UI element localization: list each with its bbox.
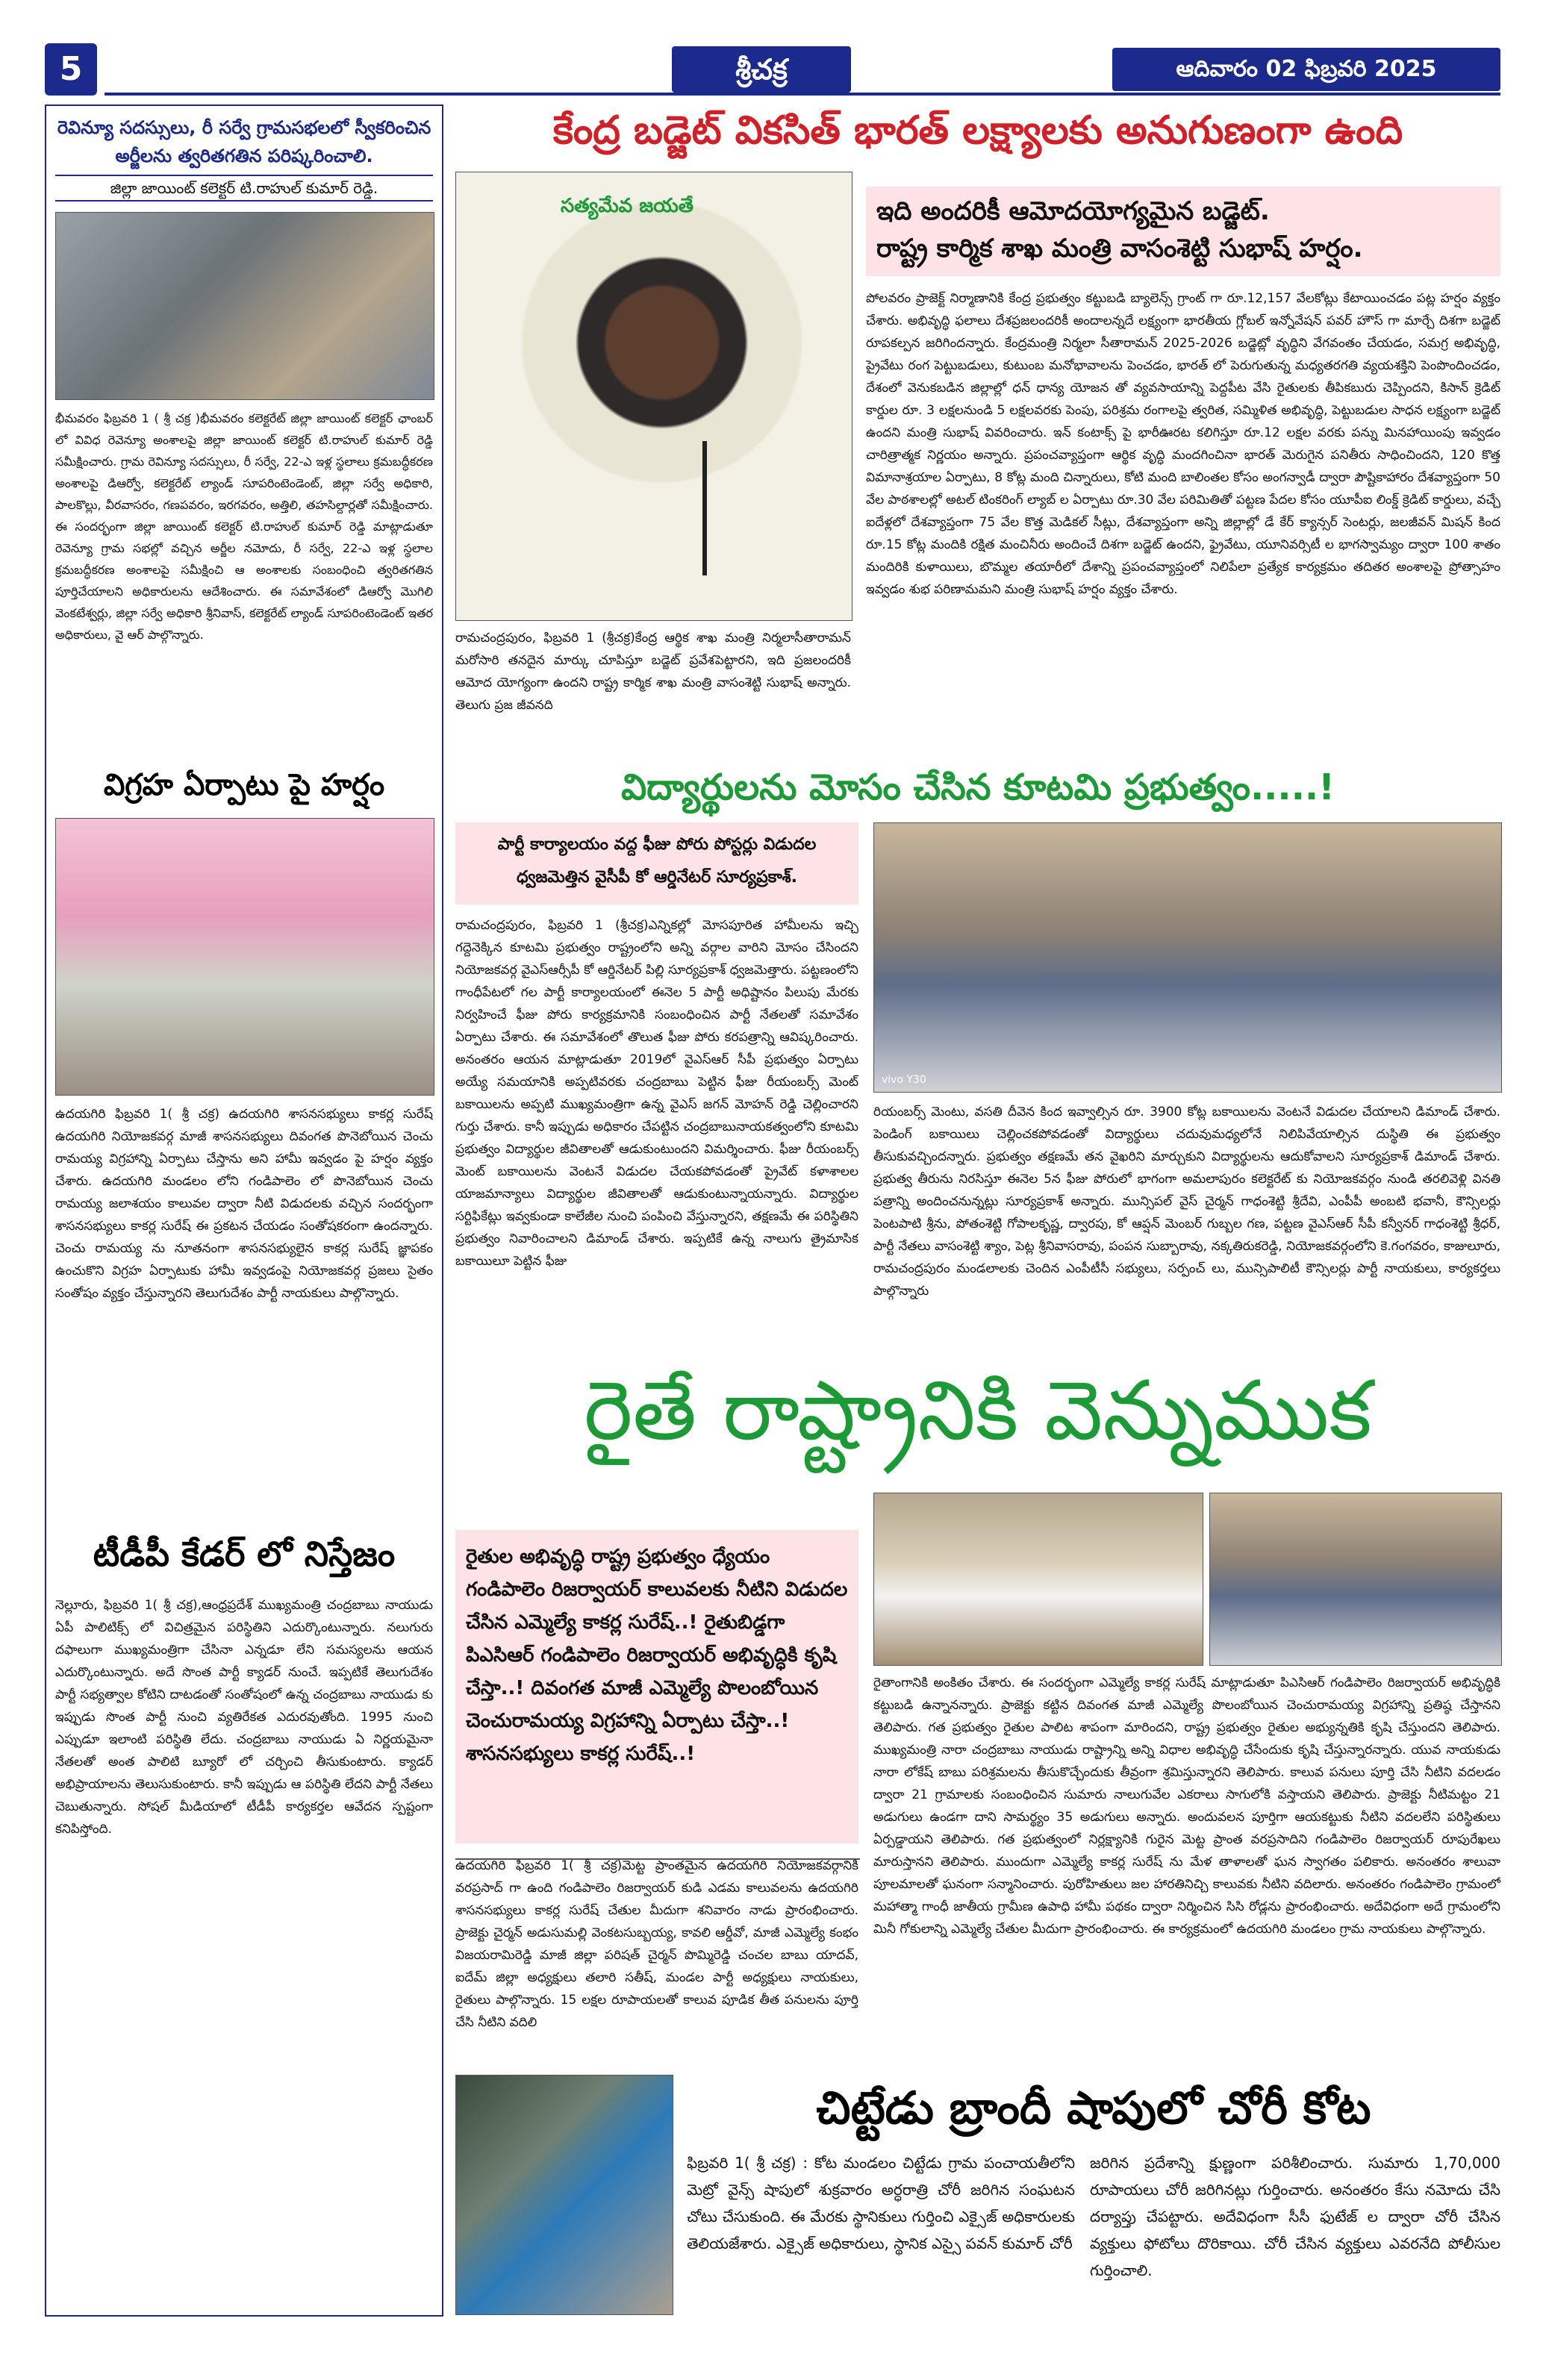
subhead-box <box>455 822 858 905</box>
article-body: భీమవరం ఫిబ్రవరి 1 ( శ్రీ చక్ర )భీమవరం కలెక్టరేట్ జిల్లా జాయింట్ కలెక్టర్ ఛాంబర్ లో వివిధ రెవెన్యూ అంశాలపై జిల్లా జాయింట్ కలెక్టర్ టి.రాహుల్ కుమార్ రెడ్డి సమీక్షించారు. గ్రామ రెవిన్యూ సదస్సులు, రీ సర్వే, 22-ఎ ఇళ్ల స్థలాలు క్రమబద్ధీకరణ అంశాలపై డిఆర్వో, కలెక్టరేట్ ల్యాండ్ సూపరింటెండెంట్, జిల్లా సర్వే అధికారి, పాలకొల్లు, వీరవాసరం, గణపవరం, ఇరగవరం, అత్తిలి, తహసిల్దార్లతో సమీక్షించారు. ఈ సందర్భంగా జిల్లా జాయింట్ కలెక్టర్ టి.రాహుల్ కుమార్ రెడ్డి మాట్లాడుతూ రెవెన్యూ గ్రామ సభల్లో వచ్చిన అర్జీల నమోదు, రీ సర్వే, 22-ఎ ఇళ్ల స్థలాల క్రమబద్ధీకరణ అంశాలపై సమీక్షించి ఆ అంశాలకు సంబంధించి త్వరితగతిన పూర్తిచేయాలని అధికారులను ఆదేశించారు. ఈ సమావేశంలో డిఆర్వో మొగిలి వెంకటేశ్వర్లు, జిల్లా సర్వే అధికారి శ్రీనివాస్, కలెక్టరేట్ ల్యాండ్ సూపరింటెండెంట్ ఇతర అధికారులు, వై ఆర్ పాల్గొన్నారు. <box>55 411 433 642</box>
article-body: రియంబర్స్ మెంటు, వసతి దీవెన కింద ఇవ్వాల్సిన రూ. 3900 కోట్ల బకాయిలను వెంటనే విడుదల చేయాలని డిమాండ్ చేశారు. పెండింగ్ బకాయిలు చెల్లించకపోవడంతో విద్యార్థులు చదువుమధ్యలోనే నిలిపివేయాల్సిన దుస్థితి ఈ ప్రభుత్వం తీసుకువచ్చిందన్నారు. ప్రభుత్వం తక్షణమే తన వైఖరిని మార్చుకుని విద్యార్థులను ఆదుకోవాలని సూర్యప్రకాశ్ డిమాండ్ చేశారు. ప్రభుత్వ తీరును నిరసిస్తూ ఈనెల 5న ఫీజు పోరులో భాగంగా అమలాపురం కలెక్టరేట్ కు నియోజకవర్గం నుండి తరలివెళ్లి వినతి పత్రాన్ని అందించనున్నట్లు సూర్యప్రకాశ్ అన్నారు. మున్సిపల్ వైస్ చైర్మన్ గాధంశెట్టి శ్రీదేవి, ఎంపీపీ అంబటి భవానీ, కౌన్సిలర్లు పెంటపాటి శ్రీను, పోతంశెట్టి గోపాలకృష్ణ, ద్వారపు, కో ఆప్షన్ మెంబర్ గుబ్బల గణ, పట్టణ వైఎస్ఆర్ సీపీ కన్వీనర్ గాధంశెట్టి శ్రీధర్, పార్టీ నేతలు వాసంశెట్టి శ్యాం, పెట్ల శ్రీనివాసరావు, పంపన సుబ్బారావు, నక్కతిరుకరెడ్డి, నియోజకవర్గంలోని కె.గంగవరం, కాజులూరు, రామచంద్రపురం మండలాలకు చెందిన ఎంపీటీసీ సభ్యులు, సర్పంచ్ లు, మున్సిపాలిటీ కౌన్సిలర్లు పార్టీ నాయకులు, కార్యకర్తలు పాల్గొన్నారు <box>873 1105 1500 1299</box>
article-budget <box>455 104 1500 754</box>
article-body: పోలవరం ప్రాజెక్ట్ నిర్మాణానికి కేంద్ర ప్రభుత్వం కట్టుబడి బ్యాలెన్స్ గ్రాంట్ గా రూ.12,157 వేలకోట్లు కేటాయించడం పట్ల హర్షం వ్యక్తం చేశారు. అభివృద్ధి ఫలాలు దేశప్రజలందరికీ అందాలన్నదే లక్ష్యంగా భారతీయ గ్లోబల్ ఇన్నోవేషన్ పవర్ హౌస్ గా మార్చే దిశగా బడ్జెట్ రూపకల్పన జరిగిందన్నారు. కేంద్రమంత్రి నిర్మలా సీతారామన్ 2025-2026 బడ్జెట్లో వృద్ధిని వేగవంతం చేయడం, సమగ్ర అభివృద్ధి, ప్రైవేటు రంగ పెట్టుబడులు, కుటుంబ మనోభావాలను పెంచడం, భారత్ లో పెరుగుతున్న మధ్యతరగతి వ్యయశక్తిని పెంపొందించడం, దేశంలో వెనుకబడిన జిల్లాల్లో ధన్ ధాన్య యోజన తో వ్యవసాయాన్ని పెద్దపీట వేసి రైతులకు తీపికబురు చెప్పిందని, కిసాన్ క్రెడిట్ కార్డుల రూ. 3 లక్షలనుండి 5 లక్షలవరకు పెంపు, పరిశ్రమ రంగాలపై త్వరిత, సమ్మిళిత అభివృద్ధి, పెట్టుబడుల సాధన లక్ష్యంగా బడ్జెట్ ఉందని మంత్రి సుభాష్ వివరించారు. ఇన్ కంటాక్స్ పై భారీఊరట కలిగిస్తూ రూ.12 లక్షల వరకు పన్ను మినహాయింపు ఇవ్వడం చారిత్రాత్మక నిర్ణయం అన్నారు. ప్రపంచవ్యాప్తంగా ఆర్థిక వృద్ధి మందగించినా భారత్ మెరుగైన పనితీరు సాధించిందని, 120 కొత్త విమానాశ్రయాల ఏర్పాటు, 8 కోట్ల మంది చిన్నారులు, కోటి మంది బాలింతల కోసం అంగన్వాడీ ద్వారా పౌష్టికాహారం దేశవ్యాప్తంగా 50 వేల పాఠశాలల్లో అటల్ టింకరింగ్ ల్యాబ్ ల ఏర్పాటు రూ.30 వేల పరిమితితో పట్టణ పేదల కోసం యూపీఐ లింక్డ్ క్రెడిట్ కార్డులు, వచ్చే ఐదేళ్లలో దేశవ్యాప్తంగా 75 వేల కొత్త మెడికల్ సీట్లు, దేశవ్యాప్తంగా అన్ని జిల్లాల్లో డే కేర్ క్యాన్సర్ సెంటర్లు, జలజీవన్ మిషన్ కింద రూ.15 కోట్ల మందికి రక్షిత మంచినీరు అందించే దిశగా బడ్జెట్ ఉందని, ఫ్రైవేటు, యూనివర్సిటీ ల భాగస్వామ్యం ద్వారా 100 శాతం మందిరికి కుళాయిలు, బొమ్మల తయారీలో దేశాన్ని ప్రపంచవ్యాప్తంలో నిలిపేలా ప్రత్యేక కార్యక్రమం తదితర అంశాలపై ప్రోత్సాహం ఇవ్వడం శుభ పరిణామమని మంత్రి సుభాష్ హర్షం వ్యక్తం చేశారు. <box>866 291 1500 597</box>
article-students <box>455 761 1500 1343</box>
article-tdp <box>55 1524 433 2281</box>
photo-stamp: vivo Y30 <box>882 1074 926 1086</box>
article-idol <box>55 763 433 1536</box>
microphone-icon <box>702 441 707 575</box>
article-headline: విగ్రహ ఏర్పాటు పై హర్షం <box>103 768 385 802</box>
article-headline: విద్యార్థులను మోసం చేసిన కూటమి ప్రభుత్వం.....! <box>620 766 1335 808</box>
page-number: 5 <box>45 43 97 96</box>
article-body: ఉదయగిరి ఫిబ్రవరి 1( శ్రీ చక్ర)మెట్ట ప్రాంతమైన ఉదయగిరి నియోజకవర్గానికి వరప్రసాద్ గా ఉంది గండిపాలెం రిజర్వాయర్ కుడి ఎడమ కాలువలను ఉదయగిరి శాసనసభ్యులు కాకర్ల సురేష్ చేతుల మీదుగా శనివారం నాడు ప్రారంభించారు. ప్రాజెక్టు చైర్మన్ అడుసుమల్లి వెంకటసుబ్బయ్య, కావలి ఆర్డీవో, మాజీ ఎమ్మెల్యే కంభం విజయరామిరెడ్డి మాజీ జిల్లా పరిషత్ చైర్మన్ పొమ్మిరెడ్డి చంచల బాబు యాదవ్, ఐదేమ్ జిల్లా అధ్యక్షులు తలారి సతీష్, మండల పార్టీ అధ్యక్షులు నాయకులు, రైతులు పాల్గొన్నారు. 15 లక్షల రూపాయలతో కాలువ పూడిక తీత పనులను పూర్తి చేసి నీటిని వదిలి <box>455 1858 858 2030</box>
event-photo <box>55 818 434 1096</box>
highlight-box <box>455 1530 858 1843</box>
article-body: నెల్లూరు, ఫిబ్రవరి 1( శ్రీ చక్ర),ఆంధ్రప్రదేశ్ ముఖ్యమంత్రి చంద్రబాబు నాయుడు ఏపీ పాలిటిక్స్ లో విచిత్రమైన పరిస్థితిని ఎదుర్కొంటున్నారు. నలుగురు దఫాలుగా ముఖ్యమంత్రిగా చేసినా ఎన్నడూ లేని సమస్యలను ఆయన ఎదుర్కొంటున్నారు. అదే సొంత పార్టీ క్యాడర్ నుంచే. ఇప్పటికే తెలుగుదేశం పార్టీ సభ్యత్వాల కోటిని దాటడంతో సంతోషంలో ఉన్న చంద్రబాబు నాయుడు కు ఇప్పుడు సొంత పార్టీ నుంచి వ్యతిరేకత ఎదురవుతోంది. 1995 నుంచి ఎప్పుడూ ఇలాంటి పరిస్థితి లేదు. చంద్రబాబు నాయుడు ఏ నిర్ణయమైనా నేతలతో అంత పాలిటి బ్యూరో లో చర్చించి తీసుకుంటారు. క్యాడర్ అభిప్రాయాలను తెలుసుకుంటారు. కానీ ఇప్పుడు ఆ పరిస్థితి లేదని పార్టీ నేతలు చెబుతున్నారు. సోషల్ మీడియాలో టీడీపీ కార్యకర్తల ఆవేదన స్పష్టంగా కనిపిస్తోంది. <box>55 1598 433 1837</box>
article-farmer <box>455 1351 1500 2067</box>
article-headline: రైతే రాష్ట్రానికి వెన్నుముక <box>584 1363 1372 1458</box>
article-body: ఫిబ్రవరి 1( శ్రీ చక్ర) : కోట మండలం చిట్టేడు గ్రామ పంచాయతీలోని మెట్రో వైన్స్ షాపులో శుక్రవారం అర్ధరాత్రి చోరీ జరిగిన సంఘటన చోటు చేసుకుంది. ఈ మేరకు స్థానికులు గుర్తించి ఎక్సైజ్ అధికారులకు తెలియజేశారు. ఎక్సైజ్ అధికారులు, స్థానిక ఎస్సై పవన్ కుమార్ చోరీ <box>687 2154 1075 2252</box>
quote-box <box>866 187 1500 276</box>
article-body: ఉదయగిరి ఫిబ్రవరి 1( శ్రీ చక్ర) ఉదయగిరి శాసనసభ్యులు కాకర్ల సురేష్ ఉదయగిరి నియోజకవర్గ మాజీ శాసనసభ్యులు దివంగత పొనెబోయిన చెంచు రామయ్య విగ్రహాన్ని ఏర్పాటు చేస్తాను అని హామీ ఇవ్వడం పై హర్షం వ్యక్తం చేశారు. ఉదయగిరి మండలం లోని గండిపాలెం లో పొనెబోయిన చెంచు రామయ్య జలాశయం కాలువల ద్వారా నీటి విడుదలకు వచ్చిన సందర్భంగా శాసనసభ్యులు కాకర్ల సురేష్ ఈ ప్రకటన చేయడం సంతోషకరంగా ఉందన్నారు. చెంచు రామయ్య ను నూతనంగా శాసనసభ్యులైన కాకర్ల సురేష్ జ్ఞాపకం ఉంచుకొని విగ్రహ ఏర్పాటుకు హామీ ఇవ్వడంపై నియోజకవర్గ ప్రజలు సైతం సంతోషం వ్యక్తం చేస్తున్నారని తెలుగుదేశం పార్టీ నాయకులు పాల్గొన్నారు. <box>55 1107 433 1301</box>
article-theft <box>455 2075 1500 2321</box>
masthead-logo: శ్రీచక్ర <box>672 46 851 93</box>
header-rule <box>105 93 1500 96</box>
article-headline: కేంద్ర బడ్జెట్ వికసిత్ భారత్ లక్ష్యాలకు అనుగుణంగా ఉంది <box>552 108 1403 153</box>
article-body: జరిగిన ప్రదేశాన్ని క్షుణ్ణంగా పరిశీలించారు. సుమారు 1,70,000 రూపాయలు చోరీ జరిగినట్లు గుర్తించారు. అనంతరం కేసు నమోదు చేసి దర్యాప్తు చేపట్టారు. అదేవిధంగా సీసీ ఫుటేజ్ ల ద్వారా చోరీ చేసిన వ్యక్తులు ఫోటోలు దొరికాయి. చోరీ చేసిన వ్యక్తులు ఎవరనేది పోలీసుల గుర్తించాలి. <box>1090 2154 1500 2279</box>
photo-caption: రామచంద్రపురం, ఫిబ్రవరి 1 (శ్రీచక్ర)కేంద్ర ఆర్థిక శాఖ మంత్రి నిర్మలాసీతారామన్ మరోసారి తనదైన మార్కు చూపిస్తూ బడ్జెట్ ప్రవేశపెట్టారని, ఇది ప్రజలందరికీ ఆమోద యోగ్యంగా ఉందని రాష్ట్ర కార్మిక శాఖ మంత్రి వాసంశెట్టి సుభాష్ అన్నారు. తెలుగు ప్రజ జీవనది <box>455 631 851 713</box>
poster-release-photo <box>873 822 1502 1093</box>
mla-photo-right <box>1209 1493 1502 1666</box>
article-body: రామచంద్రపురం, ఫిబ్రవరి 1 (శ్రీచక్ర)ఎన్నికల్లో మోసపూరిత హామీలను ఇచ్చి గద్దెనెక్కిన కూటమి ప్రభుత్వం రాష్ట్రంలోని అన్ని వర్గాల వారిని మోసం చేసిందని నియోజకవర్గ వైఎస్ఆర్సీపీ కో ఆర్డినేటర్ పిల్లి సూర్యప్రకాశ్ ధ్వజమెత్తారు. పట్టణంలోని గాంధీపేటలో గల పార్టీ కార్యాలయంలో ఈనెల 5 పార్టీ అధిష్టానం పిలుపు మేరకు నిర్వహించే ఫీజు పోరు కార్యక్రమానికి సంబంధించిన పార్టీ నేతలతో సమావేశం ఏర్పాటు చేశారు. ఈ సమావేశంలో తొలుత ఫీజు పోరు కరపత్రాన్ని ఆవిష్కరించారు. అనంతరం ఆయన మాట్లాడుతూ 2019లో వైఎస్ఆర్ సీపీ ప్రభుత్వం ఏర్పాటు అయ్యే సమయానికి అప్పటివరకు చంద్రబాబు పెట్టిన ఫీజు రీయంబర్స్ మెంట్ బకాయిలను అప్పటి ముఖ్యమంత్రిగా ఉన్న వైఎస్ జగన్ మోహన్ రెడ్డి చెల్లించారని గుర్తు చేశారు. కానీ ఇప్పుడు అధికారం చేపట్టిన చంద్రబాబునాయకత్వంలోని కూటమి ప్రభుత్వం విద్యార్థుల జీవితాలతో ఆడుకుంటుందని విమర్శించారు. ఫీజు రీయంబర్స్ మెంట్ బకాయిలను వెంటనే విడుదల చేయకపోవడంతో ప్రైవేట్ కళాశాలల యాజమాన్యాలు విద్యార్థుల జీవితాలతో ఆడుకుంటున్నాయన్నారు. విద్యార్థుల సర్టిఫికేట్లు ఇవ్వకుండా కాలేజీల నుంచి పంపించి వేస్తున్నారని, తక్షణమే ఈ పరిస్థితిని ప్రభుత్వం నివారించాలని డిమాండ్ చేశారు. ఇప్పటికే ఉన్న నాలుగు త్రైమాసిక బకాయిలూ పెట్టిన ఫీజు <box>455 918 858 1269</box>
highlight-text: రైతుల అభివృద్ధి రాష్ట్ర ప్రభుత్వం ధ్యేయం గండిపాలెం రిజర్వాయర్ కాలువలకు నీటిని విడుదల చేసిన ఎమ్మెల్యే కాకర్ల సురేష్..! రైతుబిడ్డగా పిఎసిఆర్ గండిపాలెం రిజర్వాయర్ అభివృద్ధికి కృషి చేస్తా..! దివంగత మాజీ ఎమ్మెల్యే పొలంబోయిన చెంచురామయ్య విగ్రహాన్ని ఏర్పాటు చేస్తా..! శాసనసభ్యులు కాకర్ల సురేష్..! <box>466 1546 848 1765</box>
quote-line: రాష్ట్ర కార్మిక శాఖ మంత్రి వాసంశెట్టి సుభాష్ హర్షం. <box>876 234 1363 263</box>
left-column <box>45 104 443 2317</box>
banner-text: సత్యమేవ జయతే <box>561 195 693 217</box>
minister-photo <box>455 172 852 621</box>
subhead-line: పార్టీ కార్యాలయం వద్ద ఫీజు పోరు పోస్టర్లు విడుదల <box>497 835 817 854</box>
page-header <box>45 43 1500 97</box>
article-subhead: జిల్లా జాయింట్ కలెక్టర్ టి.రాహుల్ కుమార్ రెడ్డి. <box>55 175 433 202</box>
article-body: రైతాంగానికి అంకితం చేశారు. ఈ సందర్భంగా ఎమ్మెల్యే కాకర్ల సురేష్ మాట్లాడుతూ పిఎసిఆర్ గండిపాలెం రిజర్వాయర్ అభివృద్ధికి కట్టుబడి ఉన్నానన్నారు. ప్రాజెక్టు కట్టిన దివంగత మాజీ ఎమ్మెల్యే పొలంబోయిన చెంచురామయ్య విగ్రహాన్ని ప్రతిష్ఠ చేస్తానని తెలిపారు. గత ప్రభుత్వం రైతుల పాలిట శాపంగా మారిందని, రాష్ట్ర ప్రభుత్వం రైతుల అభ్యున్నతికి కృషి చేస్తుందని తెలిపారు. ముఖ్యమంత్రి నారా చంద్రబాబు నాయుడు రాష్ట్రాన్ని అన్ని విధాల అభివృద్ధి చేసేందుకు కృషి చేస్తున్నారన్నారు. యువ నాయకుడు నారా లోకేష్ బాబు పరిశ్రమలను తీసుకొచ్చేందుకు తీవ్రంగా శ్రమిస్తున్నారని తెలిపారు. కాలువ పనులు పూర్తి చేసి నీటిని వదలడం ద్వారా 21 గ్రామాలకు సంబంధించిన సుమారు నాలుగువేల ఎకరాలు సాగులోకి వస్తాయని తెలిపారు. ప్రాజెక్టు నీటిమట్టం 21 అడుగులు ఉండగా దాని సామర్థ్యం 35 అడుగులు అన్నారు. అందువలన పూర్తిగా ఆయకట్టుకు నీటిని వదలలేని పరిస్థితులు ఏర్పడ్డాయని తెలిపారు. గత ప్రభుత్వంలో నిర్లక్ష్యానికి గురైన మెట్ట ప్రాంత వరప్రసాదిని గండిపాలెం రిజర్వాయర్ రూపురేఖలు మారుస్తానని తెలిపారు. ముందుగా ఎమ్మెల్యే కాకర్ల సురేష్ ను మేళ తాళాలతో ఘన స్వాగతం పలికారు. అనంతరం శాలువా పూలమాలతో ఘనంగా సన్మానించారు. పురోహితులు జల హారతినిచ్చి కాలువకు నీటిని వదిలారు. అనంతరం గండిపాలెం గ్రామంలో మహాత్మా గాంధీ జాతీయ గ్రామీణ ఉపాధి హామీ పథకం ద్వారా నిర్మించిన సిసి రోడ్లను ప్రారంభించారు. అదేవిధంగా అదే గ్రామంలోని మినీ గోకులాన్ని ఎమ్మెల్యే చేతుల మీదుగా ప్రారంభించారు. ఈ కార్యక్రమంలో ఉదయగిరి మండలం గ్రామ నాయకులు పాల్గొన్నారు. <box>873 1675 1500 1937</box>
subhead-line: ధ్వజమెత్తిన వైసీపీ కో ఆర్డినేటర్ సూర్యప్రకాశ్. <box>516 868 798 887</box>
mla-photo-left <box>873 1493 1203 1666</box>
article-headline: చిట్టేడు బ్రాందీ షాపులో చోరీ కోట <box>816 2082 1371 2134</box>
cctv-photo <box>455 2075 673 2315</box>
article-revenue <box>55 113 433 796</box>
article-headline: టీడీపీ కేడర్ లో నిస్తేజం <box>93 1534 396 1574</box>
article-headline: రెవిన్యూ సదస్సులు, రీ సర్వే గ్రామసభలలో స్వీకరించిన అర్జీలను త్వరితగతిన పరిష్కరించాలి. <box>57 117 431 166</box>
quote-line: ఇది అందరికీ ఆమోదయోగ్యమైన బడ్జెట్. <box>876 196 1270 226</box>
meeting-photo <box>55 212 434 400</box>
issue-date: ఆదివారం 02 ఫిబ్రవరి 2025 <box>1112 48 1500 91</box>
